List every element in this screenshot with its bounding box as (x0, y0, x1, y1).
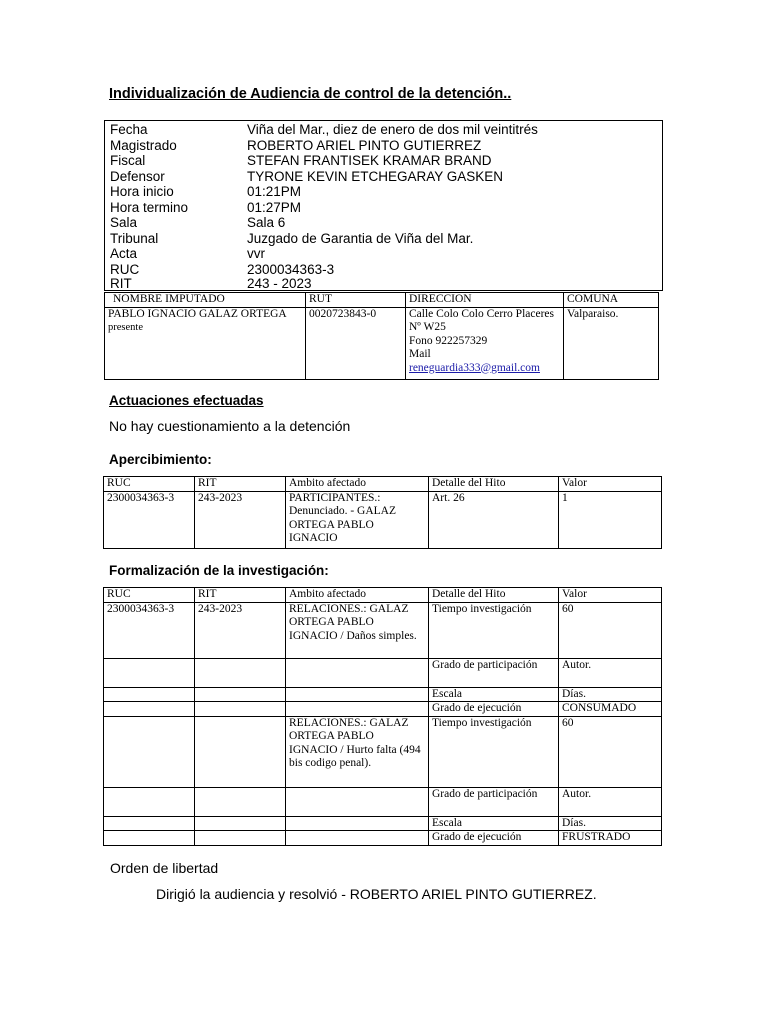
document-title: Individualización de Audiencia de control de la detención.. (109, 86, 512, 102)
column-header: RUT (306, 293, 406, 308)
actuaciones-heading: Actuaciones efectuadas (109, 393, 264, 408)
table-row (104, 716, 662, 787)
info-value: 01:27PM (247, 199, 302, 215)
ruc-cell: 2300034363-3 (104, 491, 195, 548)
table-row (105, 307, 659, 379)
orden-text: Orden de libertad (110, 860, 219, 876)
formalizacion-heading: Formalización de la investigación: (109, 563, 329, 578)
info-value: Viña del Mar., diez de enero de dos mil veintitrés (247, 122, 538, 137)
column-header: NOMBRE IMPUTADO (105, 293, 306, 308)
info-label: Acta (110, 246, 138, 261)
info-value: 243 - 2023 (247, 276, 312, 291)
detalle-cell: Grado de participación (429, 658, 559, 687)
info-value: STEFAN FRANTISEK KRAMAR BRAND (247, 153, 492, 168)
detalle-cell: Escala (429, 687, 559, 702)
column-header: Detalle del Hito (429, 588, 559, 603)
column-header: Ambito afectado (286, 588, 429, 603)
imputado-comuna: Valparaiso. (564, 307, 659, 379)
ambito-cell: RELACIONES.: GALAZ ORTEGA PABLO IGNACIO / Daños simples. (286, 602, 429, 658)
valor-cell: Días. (559, 687, 662, 702)
rit-cell: 243-2023 (195, 602, 286, 658)
imputado-rut: 0020723843-0 (306, 307, 406, 379)
valor-cell: Días. (559, 816, 662, 831)
info-label: RIT (110, 276, 132, 291)
table-header-row (104, 588, 662, 603)
table-row (104, 831, 662, 846)
rit-cell: 243-2023 (195, 491, 286, 548)
detalle-cell: Grado de participación (429, 787, 559, 816)
imputado-phone: Fono 922257329 (409, 334, 488, 347)
info-label: RUC (110, 261, 140, 277)
info-label: Fecha (110, 122, 148, 137)
info-value: ROBERTO ARIEL PINTO GUTIERREZ (247, 137, 482, 153)
column-header: COMUNA (564, 293, 659, 308)
apercibimiento-heading: Apercibimiento: (109, 452, 212, 467)
valor-cell: CONSUMADO (559, 702, 662, 717)
info-value: 2300034363-3 (247, 261, 335, 277)
column-header: RUC (104, 588, 195, 603)
detalle-cell: Grado de ejecución (429, 831, 559, 846)
valor-cell: 60 (559, 716, 662, 787)
table-row (104, 816, 662, 831)
info-value: Juzgado de Garantia de Viña del Mar. (247, 230, 474, 246)
info-label: Hora termino (110, 199, 189, 215)
table-header-row (105, 293, 659, 308)
info-label: Fiscal (110, 153, 146, 168)
detalle-cell: Art. 26 (429, 491, 559, 548)
imputado-presence: presente (108, 322, 143, 333)
info-value: Sala 6 (247, 215, 286, 230)
table-row (104, 687, 662, 702)
valor-cell: Autor. (559, 658, 662, 687)
column-header: Valor (559, 588, 662, 603)
info-label: Defensor (110, 168, 165, 184)
column-header: Detalle del Hito (429, 477, 559, 492)
info-label: Hora inicio (110, 184, 174, 199)
detalle-cell: Grado de ejecución (429, 702, 559, 717)
imputado-mail-label: Mail (409, 348, 431, 360)
info-value: vvr (247, 246, 265, 261)
imputado-table (104, 292, 659, 380)
table-row (104, 702, 662, 717)
column-header: Ambito afectado (286, 477, 429, 492)
detalle-cell: Tiempo investigación (429, 716, 559, 787)
column-header: RIT (195, 477, 286, 492)
info-value: 01:21PM (247, 184, 302, 199)
imputado-name: PABLO IGNACIO GALAZ ORTEGA (108, 307, 287, 320)
valor-cell: Autor. (559, 787, 662, 816)
imputado-name-cell (105, 307, 306, 379)
table-header-row (104, 477, 662, 492)
ambito-cell: RELACIONES.: GALAZ ORTEGA PABLO IGNACIO / Hurto falta (494 bis codigo penal). (286, 716, 429, 787)
apercibimiento-table (103, 476, 662, 549)
imputado-address: Calle Colo Colo Cerro Placeres Nº W25 (409, 307, 554, 333)
hearing-info-box (104, 120, 663, 291)
ambito-cell: PARTICIPANTES.: Denunciado. - GALAZ ORTEGA PABLO IGNACIO (286, 491, 429, 548)
valor-cell: 1 (559, 491, 662, 548)
imputado-address-cell (406, 307, 564, 379)
detalle-cell: Tiempo investigación (429, 602, 559, 658)
info-value: TYRONE KEVIN ETCHEGARAY GASKEN (247, 168, 504, 184)
valor-cell: FRUSTRADO (559, 831, 662, 846)
info-label: Sala (110, 215, 138, 230)
column-header: Valor (559, 477, 662, 492)
footer-text: Dirigió la audiencia y resolvió - ROBERTO ARIEL PINTO GUTIERREZ. (156, 886, 597, 902)
formalizacion-table (103, 587, 662, 846)
column-header: RUC (104, 477, 195, 492)
info-label: Magistrado (110, 137, 177, 153)
detalle-cell: Escala (429, 816, 559, 831)
table-row (104, 491, 662, 548)
actuaciones-text: No hay cuestionamiento a la detención (109, 418, 351, 434)
ruc-cell: 2300034363-3 (104, 602, 195, 658)
email-link[interactable]: reneguardia333@gmail.com (409, 361, 540, 374)
column-header: RIT (195, 588, 286, 603)
table-row (104, 658, 662, 687)
table-row (104, 602, 662, 658)
valor-cell: 60 (559, 602, 662, 658)
column-header: DIRECCION (406, 293, 564, 308)
info-label: Tribunal (110, 230, 159, 246)
table-row (104, 787, 662, 816)
